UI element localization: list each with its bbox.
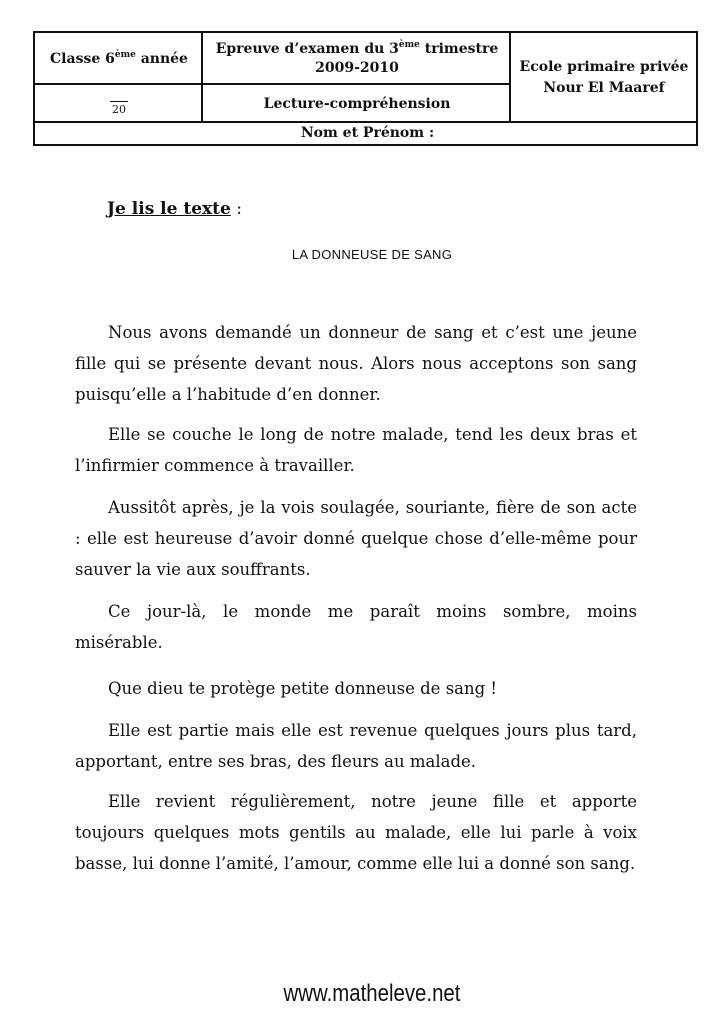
paragraph-text: Que dieu te protège petite donneuse de sang ! [108,679,498,698]
exam-title: Epreuve d’examen du 3 [215,41,399,57]
paragraph [75,786,637,879]
exam-title-cell [203,33,511,83]
paragraph [75,673,637,704]
exam-title-suffix: trimestre [419,41,499,57]
paragraph-text: Aussitôt après, je la vois soulagée, souriante, fière de son acte : elle est heureuse d’avoir donné quelque chose d’elle-même pour sauver la vie aux souffrants. [75,498,637,579]
paragraph [75,596,637,658]
paragraph-text: Ce jour-là, le monde me paraît moins sombre, moins misérable. [75,602,637,652]
name-label: Nom et Prénom : [300,125,435,141]
school-cell [511,33,697,123]
paragraph-text: Elle revient régulièrement, notre jeune fille et apporte toujours quelques mots gentils au malade, elle lui parle à voix basse, lui donne l’amité, l’amour, comme elle lui a donné son sang. [75,792,637,873]
subject-label: Lecture-compréhension [263,96,451,112]
paragraph [75,715,637,777]
student-name-field[interactable] [35,123,696,144]
class-cell [35,33,203,83]
paragraph-text: Nous avons demandé un donneur de sang et c’est une jeune fille qui se présente devant nous. Alors nous acceptons son sang puisqu’elle a l’habitude d’en donner. [75,323,637,404]
school-name-line2: Nour El Maaref [543,80,665,96]
class-sup: ème [114,49,136,60]
paragraph-text: Elle est partie mais elle est revenue quelques jours plus tard, apportant, entre ses bras, des fleurs au malade. [75,721,637,771]
paragraph [75,492,637,585]
reading-instruction [107,199,242,219]
class-suffix: année [135,50,188,67]
instruction-label: Je lis le texte [107,199,231,219]
exam-year: 2009-2010 [315,60,399,76]
exam-header-table [33,31,698,146]
instruction-suffix: : [230,199,242,219]
text-title: LA DONNEUSE DE SANG [291,247,453,262]
subject-cell [203,85,511,123]
class-label: Classe 6 [50,50,115,67]
paragraph [75,317,637,410]
paragraph-text: Elle se couche le long de notre malade, tend les deux bras et l’infirmier commence à travailler. [75,425,637,475]
score-cell [35,85,203,123]
score-total: 20 [112,103,126,116]
exam-title-sup: ème [398,40,420,50]
school-name-line1: Ecole primaire privée [519,59,689,75]
footer-website: www.matheleve.net [283,980,461,1007]
paragraph [75,419,637,481]
